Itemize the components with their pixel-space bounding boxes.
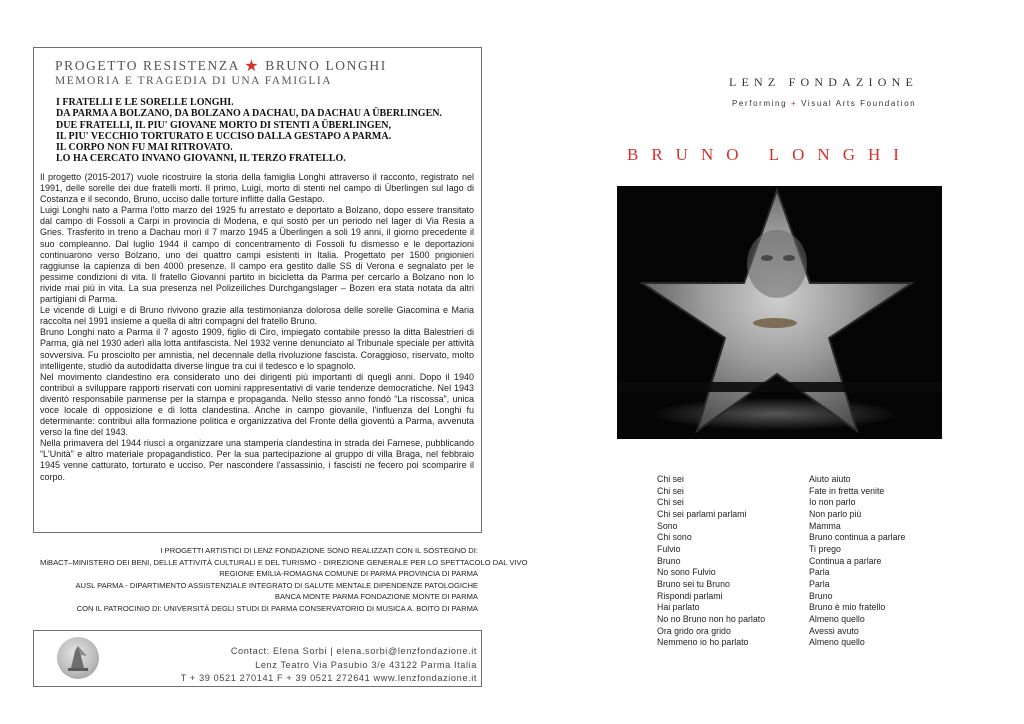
poem-line: Sono — [657, 520, 678, 531]
poem-line: Almeno quello — [809, 637, 865, 648]
poem-line: No no Bruno non ho parlato — [657, 613, 766, 624]
poem-line: Bruno sei tu Bruno — [657, 578, 730, 589]
tagline-performing: Performing — [732, 99, 788, 108]
foundation-name: LENZ FONDAZIONE — [729, 75, 918, 89]
poem-line: Chi sei parlami parlami — [657, 508, 747, 519]
poem-line: Chi sei — [657, 474, 684, 484]
intro-line: LO HA CERCATO INVANO GIOVANNI, IL TERZO FRATELLO. — [56, 153, 346, 165]
star-stage-image — [617, 186, 942, 439]
credit-line: BANCA MONTE PARMA FONDAZIONE MONTE DI PARMA — [274, 592, 478, 602]
poem-line: Aiuto aiuto — [809, 474, 851, 484]
show-title: BRUNO LONGHI — [627, 145, 912, 164]
credit-line: MiBACT–MINISTERO DEI BENI, DELLE ATTIVITÀ CULTURALI E DEL TURISMO - DIREZIONE GENERALE PER LO SPETTACOLO DAL VIVO — [40, 557, 528, 567]
poem-line: Chi sei — [657, 485, 684, 496]
sponsor-credits — [40, 545, 528, 615]
project-subtitle: MEMORIA E TRAGEDIA DI UNA FAMIGLIA — [55, 75, 333, 87]
intro-line: DA PARMA A BOLZANO, DA BOLZANO A DACHAU, DA DACHAU A ÜBERLINGEN. — [56, 108, 442, 120]
poem-line: Nemmeno io ho parlato — [657, 637, 749, 648]
poem-line: Continua a parlare — [809, 555, 882, 566]
poem-line: No sono Fulvio — [657, 567, 716, 578]
seal-figure-icon — [57, 637, 99, 679]
poem-line: Parla — [809, 578, 830, 589]
poem-column-left — [657, 474, 817, 649]
contact-address-line: Lenz Teatro Via Pasubio 3/e 43122 Parma Italia — [255, 659, 477, 670]
poem-line: Bruno è mio fratello — [809, 602, 886, 613]
poem-line: Fulvio — [657, 543, 681, 554]
credit-line: AUSL PARMA - DIPARTIMENTO ASSISTENZIALE INTEGRATO DI SALUTE MENTALE DIPENDENZE PATOLOGICHE — [75, 580, 478, 590]
project-title — [55, 55, 387, 75]
intro-line: DUE FRATELLI, IL PIU' GIOVANE MORTO DI STENTI A ÜBERLINGEN, — [56, 119, 392, 131]
poem-line: Ti prego — [809, 543, 841, 554]
project-description — [40, 172, 474, 483]
tagline-visual-arts: Visual Arts Foundation — [801, 99, 917, 108]
credit-line: CON IL PATROCINIO DI: UNIVERSITÀ DEGLI STUDI DI PARMA CONSERVATORIO DI MUSICA A. BOITO DI PARMA — [76, 603, 478, 613]
foundation-tagline — [732, 99, 916, 108]
tagline-plus: + — [790, 99, 798, 108]
poem-line: Hai parlato — [657, 602, 700, 613]
red-star-icon: ★ — [244, 58, 261, 75]
poem-line: Rispondi parlami — [657, 590, 723, 601]
body-paragraph: Nel movimento clandestino era considerato uno dei dirigenti più importanti di quegli anni. Dopo il 1940 contribuì a sviluppare rapporti riservati con uomini rappresentativi di varie tendenze democratiche. Nel 1943 diventò responsabile parmense per la stampa e propaganda. Nello stesso anno fondò “La riscossa”, unica voce locale di opposizione e di lotta clandestina. Anche in campo giovanile, l'influenza del Longhi fu determinante: contribuì alla formazione politica e organizzativa del Fronte della gioventù a Parma, avvenuta verso la fine del 1943. — [40, 371, 474, 438]
stage-photo — [617, 186, 942, 439]
foundation-seal-logo — [57, 637, 99, 679]
poem-column-right — [809, 474, 969, 649]
body-paragraph: Nella primavera del 1944 riuscì a organizzare una stamperia clandestina in strada dei Farnese, pubblicando “L'Unità” e altro materiale propagandistico. Per la sua partecipazione al gruppo di villa Braga, nel febbraio 1945 venne catturato, torturato e ucciso. Per nascondere l'assassinio, i fascisti ne fecero poi scomparire il corpo. — [40, 438, 474, 482]
contact-email-line[interactable]: Contact: Elena Sorbi | elena.sorbi@lenzfondazione.it — [230, 646, 477, 656]
body-paragraph: Le vicende di Luigi e di Bruno rivivono grazie alla testimonianza dolorosa delle sorelle Giacomina e Maria raccolta nel 1991 insieme a quella di altri compagni del fratello Bruno. — [40, 305, 474, 327]
poem-line: Almeno quello — [809, 613, 865, 624]
body-paragraph: Il progetto (2015-2017) vuole ricostruire la storia della famiglia Longhi attraverso il racconto, registrato nel 1991, delle sorelle dei due fratelli morti. Il primo, Luigi, morto di stenti nel campo di Überlingen sul lago di Costanza e il secondo, Bruno, ucciso dalle torture inflitte dalla Gestapo. — [40, 172, 474, 205]
poem-line: Parla — [809, 567, 830, 578]
project-title-left: PROGETTO RESISTENZA — [55, 58, 240, 73]
intro-line: I FRATELLI E LE SORELLE LONGHI. — [56, 97, 234, 108]
intro-block — [56, 97, 476, 165]
credit-line: REGIONE EMILIA-ROMAGNA COMUNE DI PARMA PROVINCIA DI PARMA — [219, 569, 478, 579]
contact-info — [160, 645, 477, 686]
poem-line: Bruno — [809, 590, 833, 601]
body-paragraph: Luigi Longhi nato a Parma l'otto marzo del 1925 fu arrestato e deportato a Bolzano, dopo essere transitato dal campo di Fossoli a Carpi in provincia di Modena, e qui sostò per un periodo nel lager di Via Resia a Gries. Trasferito in treno a Dachau morì il 7 marzo 1945 a Überlingen a soli 19 anni, il giorno precedente il suo compleanno. Dal luglio 1944 il campo di concentramento di Fossoli fu dismesso e le deportazioni continuarono verso Bolzano, uno dei quattro campi esistenti in Italia. Progettato per 1500 prigionieri raggiunse la capienza di ben 4000 presenze. Il campo era gestito dalle SS di Verona e segnalato per le pessime condizioni di vita. Il fratello Giovanni partito in bicicletta da Parma per cercarlo a Bolzano non lo rivide mai più in vita. La sua presenza nel Polizeiliches Durchgangslager – Bozen era stata notata da altri partigiani di Parma. — [40, 205, 474, 305]
project-title-right: BRUNO LONGHI — [265, 58, 387, 73]
poem-line: Io non parlo — [809, 497, 856, 508]
intro-line: IL PIU' VECCHIO TORTURATO E UCCISO DALLA GESTAPO A PARMA. — [56, 130, 392, 142]
poem-line: Bruno continua a parlare — [809, 532, 906, 543]
credit-line: I PROGETTI ARTISTICI DI LENZ FONDAZIONE SONO REALIZZATI CON IL SOSTEGNO DI: — [160, 546, 478, 555]
poem-line: Chi sono — [657, 532, 692, 543]
intro-line: IL CORPO NON FU MAI RITROVATO. — [56, 142, 233, 154]
poem-line: Chi sei — [657, 497, 684, 508]
poem-line: Avessi avuto — [809, 625, 859, 636]
body-paragraph: Bruno Longhi nato a Parma il 7 agosto 1909, figlio di Ciro, impiegato contabile presso la ditta Balestrieri di Parma, già nel 1930 aderì alla lotta antifascista. Nel 1932 venne denunciato al Tribunale speciale per attività sovversiva. Fu prosciolto per amnistia, nel decennale della rivoluzione fascista. Coraggioso, riservato, molto intelligente, studiò da autodidatta diverse lingue tra cui il tedesco e lo spagnolo. — [40, 327, 474, 371]
poem-line: Mamma — [809, 520, 841, 531]
poem-line: Non parlo più — [809, 508, 862, 519]
poem-line: Fate in fretta venite — [809, 485, 885, 496]
poem-line: Ora grido ora grido — [657, 625, 731, 636]
poem-line: Bruno — [657, 555, 681, 566]
contact-phone-web-line[interactable]: T + 39 0521 270141 F + 39 0521 272641 www.lenzfondazione.it — [180, 673, 477, 683]
